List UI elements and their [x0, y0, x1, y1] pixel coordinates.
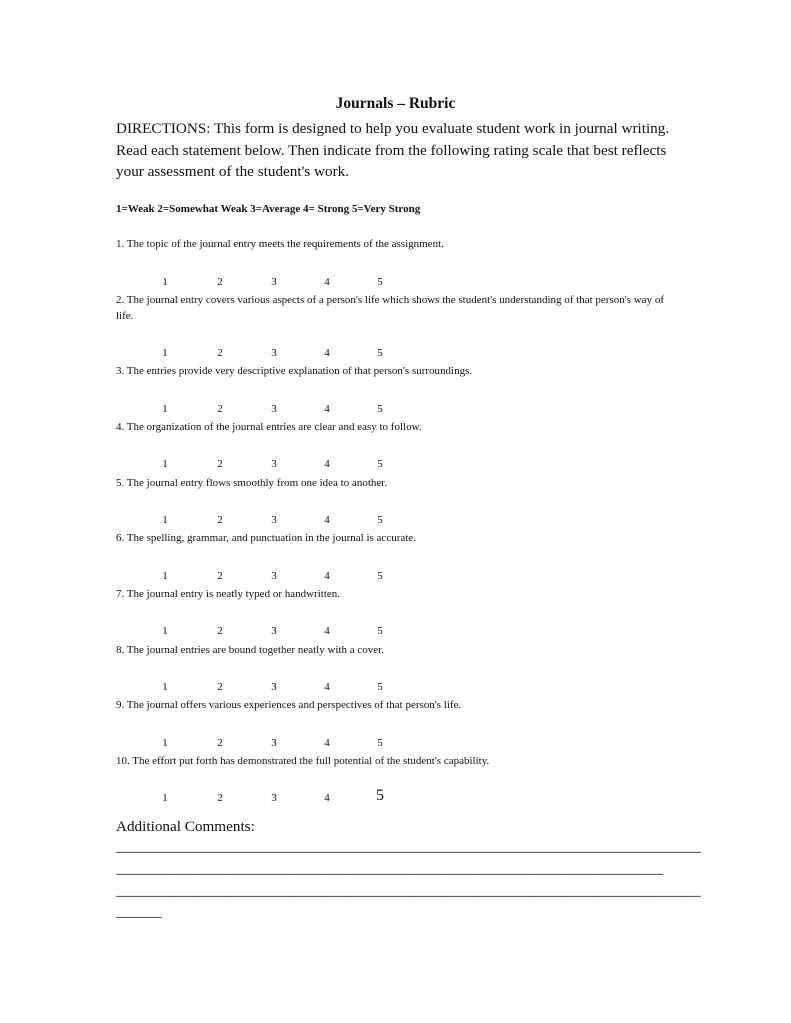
rating-option-6-4[interactable]: 4: [324, 570, 330, 582]
rating-option-8-2[interactable]: 2: [217, 681, 223, 693]
rubric-item-7: 7. The journal entry is neatly typed or handwritten.: [116, 588, 341, 600]
comment-line-2[interactable]: ________________________________________________________________________: [116, 860, 663, 877]
rating-row-8: [0, 681, 791, 695]
rating-option-3-2[interactable]: 2: [217, 403, 223, 415]
rating-option-4-5[interactable]: 5: [377, 458, 383, 470]
rating-option-7-4[interactable]: 4: [324, 625, 330, 637]
rating-scale-legend: 1=Weak 2=Somewhat Weak 3=Average 4= Strong 5=Very Strong: [116, 203, 421, 215]
rating-option-9-3[interactable]: 3: [271, 737, 277, 749]
rating-option-3-3[interactable]: 3: [271, 403, 277, 415]
rating-option-1-1[interactable]: 1: [162, 276, 168, 288]
rating-option-1-5[interactable]: 5: [377, 276, 383, 288]
rating-option-2-5[interactable]: 5: [377, 347, 383, 359]
rating-option-9-4[interactable]: 4: [324, 737, 330, 749]
rubric-item-4: 4. The organization of the journal entries are clear and easy to follow.: [116, 421, 422, 433]
rating-option-4-3[interactable]: 3: [271, 458, 277, 470]
rating-option-7-1[interactable]: 1: [162, 625, 168, 637]
rating-option-9-1[interactable]: 1: [162, 737, 168, 749]
rating-option-7-5[interactable]: 5: [377, 625, 383, 637]
rating-option-8-3[interactable]: 3: [271, 681, 277, 693]
rating-option-8-4[interactable]: 4: [324, 681, 330, 693]
rating-option-10-4[interactable]: 4: [324, 792, 330, 804]
rating-option-5-5[interactable]: 5: [377, 514, 383, 526]
rating-option-5-1[interactable]: 1: [162, 514, 168, 526]
rating-option-7-2[interactable]: 2: [217, 625, 223, 637]
rating-row-7: [0, 625, 791, 639]
rating-option-2-3[interactable]: 3: [271, 347, 277, 359]
rubric-item-2: 2. The journal entry covers various aspects of a person's life which shows the student's understanding of that person's way of life.: [116, 294, 664, 322]
rating-row-5: [0, 514, 791, 528]
rating-option-5-2[interactable]: 2: [217, 514, 223, 526]
rating-row-9: [0, 737, 791, 751]
rating-row-6: [0, 570, 791, 584]
rating-option-2-4[interactable]: 4: [324, 347, 330, 359]
rating-option-10-5[interactable]: 5: [376, 787, 384, 804]
rating-option-6-2[interactable]: 2: [217, 570, 223, 582]
rating-option-9-2[interactable]: 2: [217, 737, 223, 749]
rating-option-4-4[interactable]: 4: [324, 458, 330, 470]
rating-row-3: [0, 403, 791, 417]
rating-row-4: [0, 458, 791, 472]
rating-option-10-3[interactable]: 3: [271, 792, 277, 804]
rating-row-1: [0, 276, 791, 290]
directions-text: DIRECTIONS: This form is designed to help you evaluate student work in journal writing. Read each statement below. Then indicate from the following rating scale that best reflects your assessment of the student's work.: [116, 120, 670, 180]
rating-option-3-4[interactable]: 4: [324, 403, 330, 415]
rating-option-2-1[interactable]: 1: [162, 347, 168, 359]
rating-option-6-3[interactable]: 3: [271, 570, 277, 582]
rating-row-2: [0, 347, 791, 361]
rating-row-10: [0, 787, 791, 806]
rating-option-10-1[interactable]: 1: [162, 792, 168, 804]
rubric-item-3: 3. The entries provide very descriptive explanation of that person's surroundings.: [116, 365, 473, 377]
rating-option-10-2[interactable]: 2: [217, 792, 223, 804]
rubric-item-8: 8. The journal entries are bound together neatly with a cover.: [116, 644, 384, 656]
rating-option-6-1[interactable]: 1: [162, 570, 168, 582]
rating-option-1-3[interactable]: 3: [271, 276, 277, 288]
rating-option-6-5[interactable]: 5: [377, 570, 383, 582]
rating-option-1-4[interactable]: 4: [324, 276, 330, 288]
rating-option-7-3[interactable]: 3: [271, 625, 277, 637]
page-title: Journals – Rubric: [335, 95, 456, 112]
comment-line-1[interactable]: _____________________________________________________________________________: [116, 838, 701, 855]
comment-line-4[interactable]: ______: [116, 903, 162, 920]
rubric-item-10: 10. The effort put forth has demonstrated the full potential of the student's capability.: [116, 755, 490, 767]
rubric-item-6: 6. The spelling, grammar, and punctuation in the journal is accurate.: [116, 532, 416, 544]
rating-option-4-1[interactable]: 1: [162, 458, 168, 470]
comment-line-3[interactable]: _____________________________________________________________________________: [116, 882, 701, 899]
rating-option-8-5[interactable]: 5: [377, 681, 383, 693]
rubric-item-9: 9. The journal offers various experiences and perspectives of that person's life.: [116, 699, 462, 711]
additional-comments-label: Additional Comments:: [116, 818, 255, 835]
rating-option-2-2[interactable]: 2: [217, 347, 223, 359]
rating-option-8-1[interactable]: 1: [162, 681, 168, 693]
rating-option-5-4[interactable]: 4: [324, 514, 330, 526]
rating-option-1-2[interactable]: 2: [217, 276, 223, 288]
rating-option-4-2[interactable]: 2: [217, 458, 223, 470]
rating-option-9-5[interactable]: 5: [377, 737, 383, 749]
rating-option-5-3[interactable]: 3: [271, 514, 277, 526]
rubric-item-1: 1. The topic of the journal entry meets the requirements of the assignment.: [116, 238, 444, 250]
rating-option-3-5[interactable]: 5: [377, 403, 383, 415]
rubric-item-5: 5. The journal entry flows smoothly from one idea to another.: [116, 477, 388, 489]
rating-option-3-1[interactable]: 1: [162, 403, 168, 415]
